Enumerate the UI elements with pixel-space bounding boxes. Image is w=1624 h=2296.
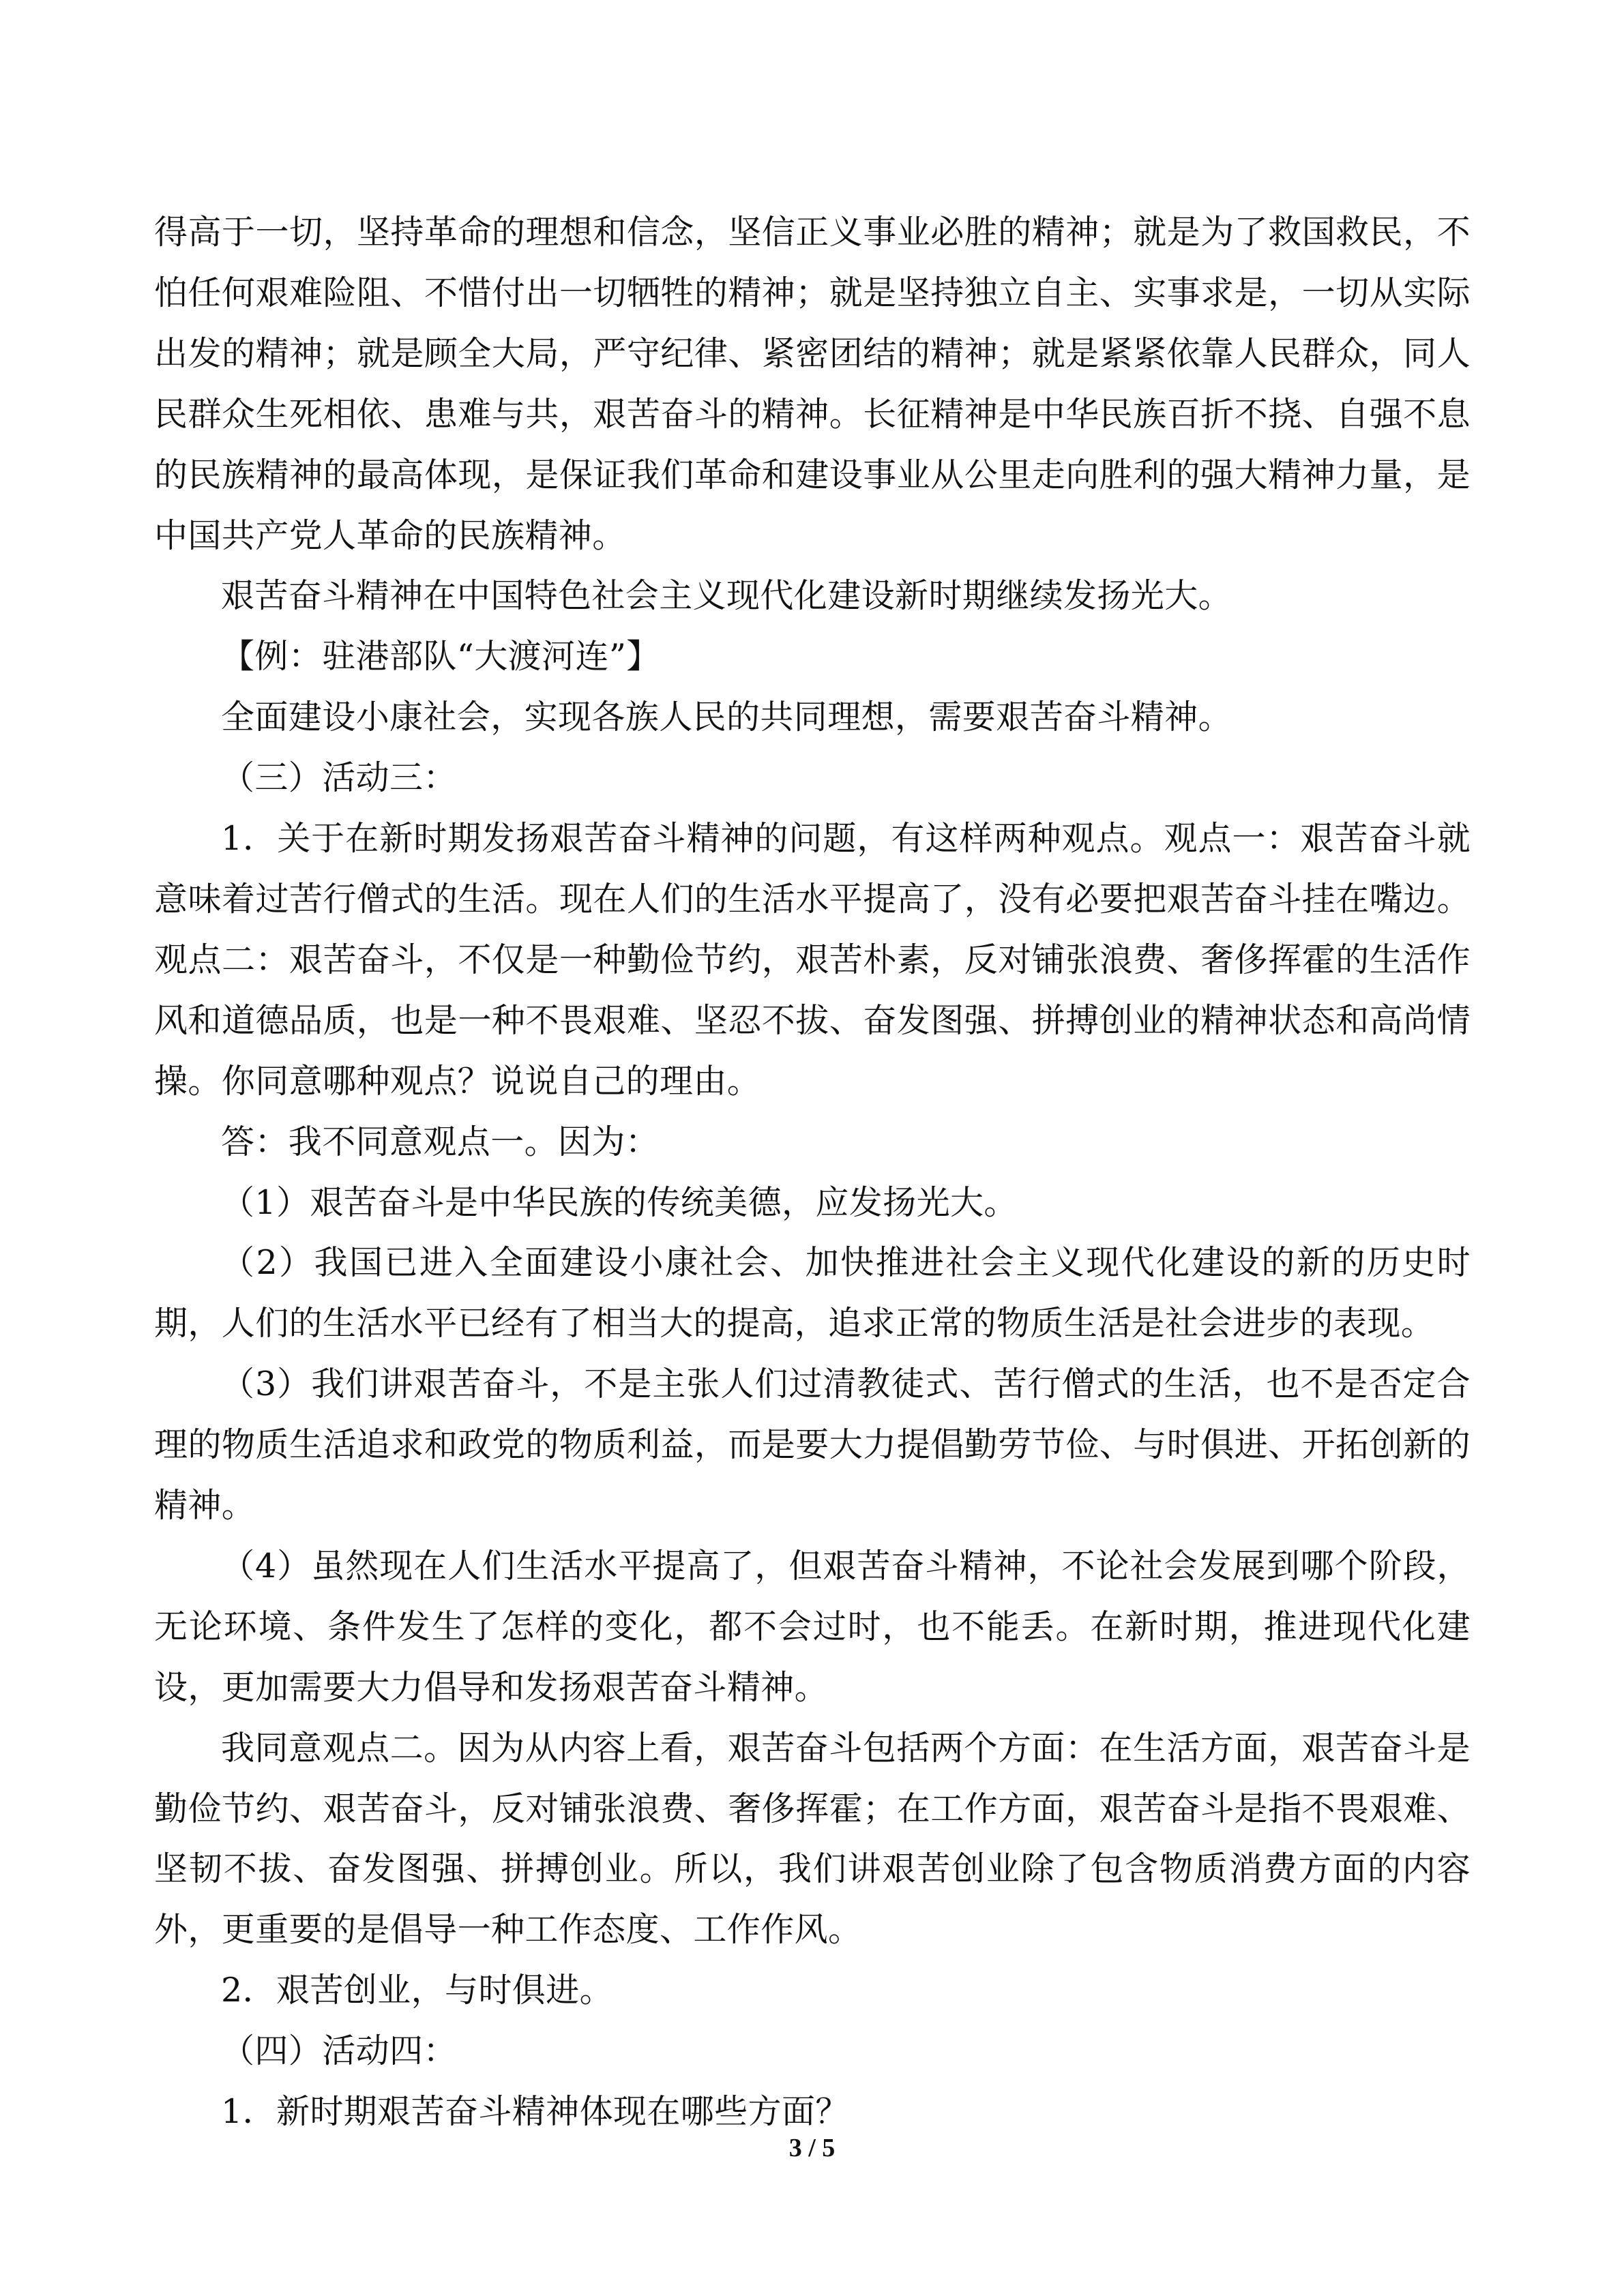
- document-body: [154, 203, 1471, 2143]
- question-one: 1．关于在新时期发扬艰苦奋斗精神的问题，有这样两种观点。观点一：艰苦奋斗就意味着过苦行僧式的生活。现在人们的生活水平提高了，没有必要把艰苦奋斗挂在嘴边。观点二：艰苦奋斗，不仅是一种勤俭节约，艰苦朴素，反对铺张浪费、奢侈挥霍的生活作风和道德品质，也是一种不畏艰难、坚忍不拔、奋发图强、拼搏创业的精神状态和高尚情操。你同意哪种观点？说说自己的理由。: [154, 819, 1471, 1101]
- paragraph-new-era: 艰苦奋斗精神在中国特色社会主义现代化建设新时期继续发扬光大。: [221, 576, 1232, 616]
- paragraph-xiaokang: 全面建设小康社会，实现各族人民的共同理想，需要艰苦奋斗精神。: [221, 698, 1232, 737]
- answer-point-1: （1）艰苦奋斗是中华民族的传统美德，应发扬光大。: [221, 1182, 1018, 1222]
- paragraph-example: 【例：驻港部队“大渡河连”】: [221, 637, 660, 676]
- question-two: 2．艰苦创业，与时俱进。: [221, 1971, 613, 2010]
- page-number: 3 / 5: [788, 2134, 836, 2162]
- answer-point-4: （4）虽然现在人们生活水平提高了，但艰苦奋斗精神，不论社会发展到哪个阶段，无论环境、条件发生了怎样的变化，都不会过时，也不能丢。在新时期，推进现代化建设，更加需要大力倡导和发扬艰苦奋斗精神。: [154, 1546, 1471, 1707]
- answer-view-two: 我同意观点二。因为从内容上看，艰苦奋斗包括两个方面：在生活方面，艰苦奋斗是勤俭节约、艰苦奋斗，反对铺张浪费、奢侈挥霍；在工作方面，艰苦奋斗是指不畏艰难、坚韧不拔、奋发图强、拼搏创业。所以，我们讲艰苦创业除了包含物质消费方面的内容外，更重要的是倡导一种工作态度、工作作风。: [154, 1728, 1471, 1950]
- answer-point-3: （3）我们讲艰苦奋斗，不是主张人们过清教徒式、苦行僧式的生活，也不是否定合理的物质生活追求和政党的物质利益，而是要大力提倡勤劳节俭、与时俱进、开拓创新的精神。: [154, 1365, 1471, 1525]
- answer-intro: 答：我不同意观点一。因为：: [221, 1122, 660, 1161]
- paragraph-long-march-spirit: 得高于一切，坚持革命的理想和信念，坚信正义事业必胜的精神；就是为了救国救民，不怕任何艰难险阻、不惜付出一切牺牲的精神；就是坚持独立自主、实事求是，一切从实际出发的精神；就是顾全大局，严守纪律、紧密团结的精神；就是紧紧依靠人民群众，同人民群众生死相依、患难与共，艰苦奋斗的精神。长征精神是中华民族百折不挠、自强不息的民族精神的最高体现，是保证我们革命和建设事业从公里走向胜利的强大精神力量，是中国共产党人革命的民族精神。: [154, 213, 1471, 555]
- answer-point-2: （2）我国已进入全面建设小康社会、加快推进社会主义现代化建设的新的历史时期，人们的生活水平已经有了相当大的提高，追求正常的物质生活是社会进步的表现。: [154, 1243, 1471, 1343]
- question-activity-four-1: 1．新时期艰苦奋斗精神体现在哪些方面？: [221, 2092, 849, 2132]
- heading-activity-four: （四）活动四：: [221, 2031, 457, 2071]
- heading-activity-three: （三）活动三：: [221, 758, 457, 798]
